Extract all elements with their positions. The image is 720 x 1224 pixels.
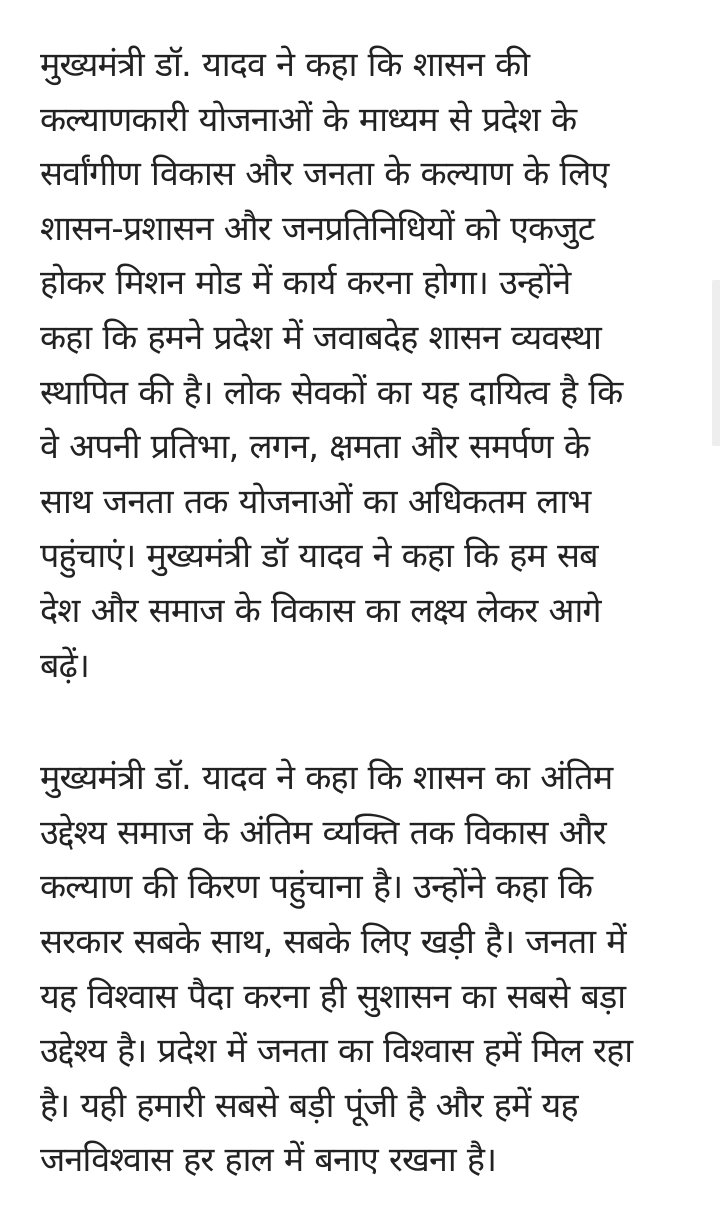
article-body xyxy=(40,38,682,1188)
paragraph-line: उद्देश्य समाज के अंतिम व्यक्ति तक विकास और xyxy=(40,812,606,853)
paragraph-line: सरकार सबके साथ, सबके लिए खड़ी है। जनता में xyxy=(40,921,626,962)
paragraph-line: कल्याण की किरण पहुंचाना है। उन्होंने कहा कि xyxy=(40,867,593,908)
paragraph-line: उद्देश्य है। प्रदेश में जनता का विश्वास हमें मिल रहा xyxy=(40,1031,633,1072)
paragraph-line: स्थापित की है। लोक सेवकों का यह दायित्व है कि xyxy=(40,372,623,413)
article-paragraph-2 xyxy=(40,751,682,1188)
paragraph-line: कहा कि हमने प्रदेश में जवाबदेह शासन व्यवस्था xyxy=(40,317,602,358)
paragraph-line: बढ़ें। xyxy=(40,645,90,686)
paragraph-line: साथ जनता तक योजनाओं का अधिकतम लाभ xyxy=(40,481,591,522)
paragraph-line: वे अपनी प्रतिभा, लगन, क्षमता और समर्पण के xyxy=(40,427,590,468)
paragraph-line: मुख्यमंत्री डॉ. यादव ने कहा कि शासन की xyxy=(40,45,530,85)
scrollbar-thumb[interactable] xyxy=(712,280,720,446)
paragraph-line: कल्याणकारी योजनाओं के माध्यम से प्रदेश के xyxy=(40,99,577,140)
paragraph-line: शासन-प्रशासन और जनप्रतिनिधियों को एकजुट xyxy=(40,208,595,249)
paragraph-line: पहुंचाएं। मुख्यमंत्री डॉ यादव ने कहा कि हम सब xyxy=(40,536,598,577)
paragraph-line: जनविश्वास हर हाल में बनाए रखना है। xyxy=(40,1140,497,1181)
paragraph-line: है। यही हमारी सबसे बड़ी पूंजी है और हमें यह xyxy=(40,1085,578,1126)
paragraph-line: होकर मिशन मोड में कार्य करना होगा। उन्होंने xyxy=(40,263,571,304)
article-paragraph-1 xyxy=(40,38,682,693)
paragraph-line: यह विश्वास पैदा करना ही सुशासन का सबसे बड़ा xyxy=(40,976,626,1017)
paragraph-line: सर्वांगीण विकास और जनता के कल्याण के लिए xyxy=(40,154,609,195)
paragraph-line: देश और समाज के विकास का लक्ष्य लेकर आगे xyxy=(40,590,601,631)
paragraph-line: मुख्यमंत्री डॉ. यादव ने कहा कि शासन का अंतिम xyxy=(40,758,613,799)
